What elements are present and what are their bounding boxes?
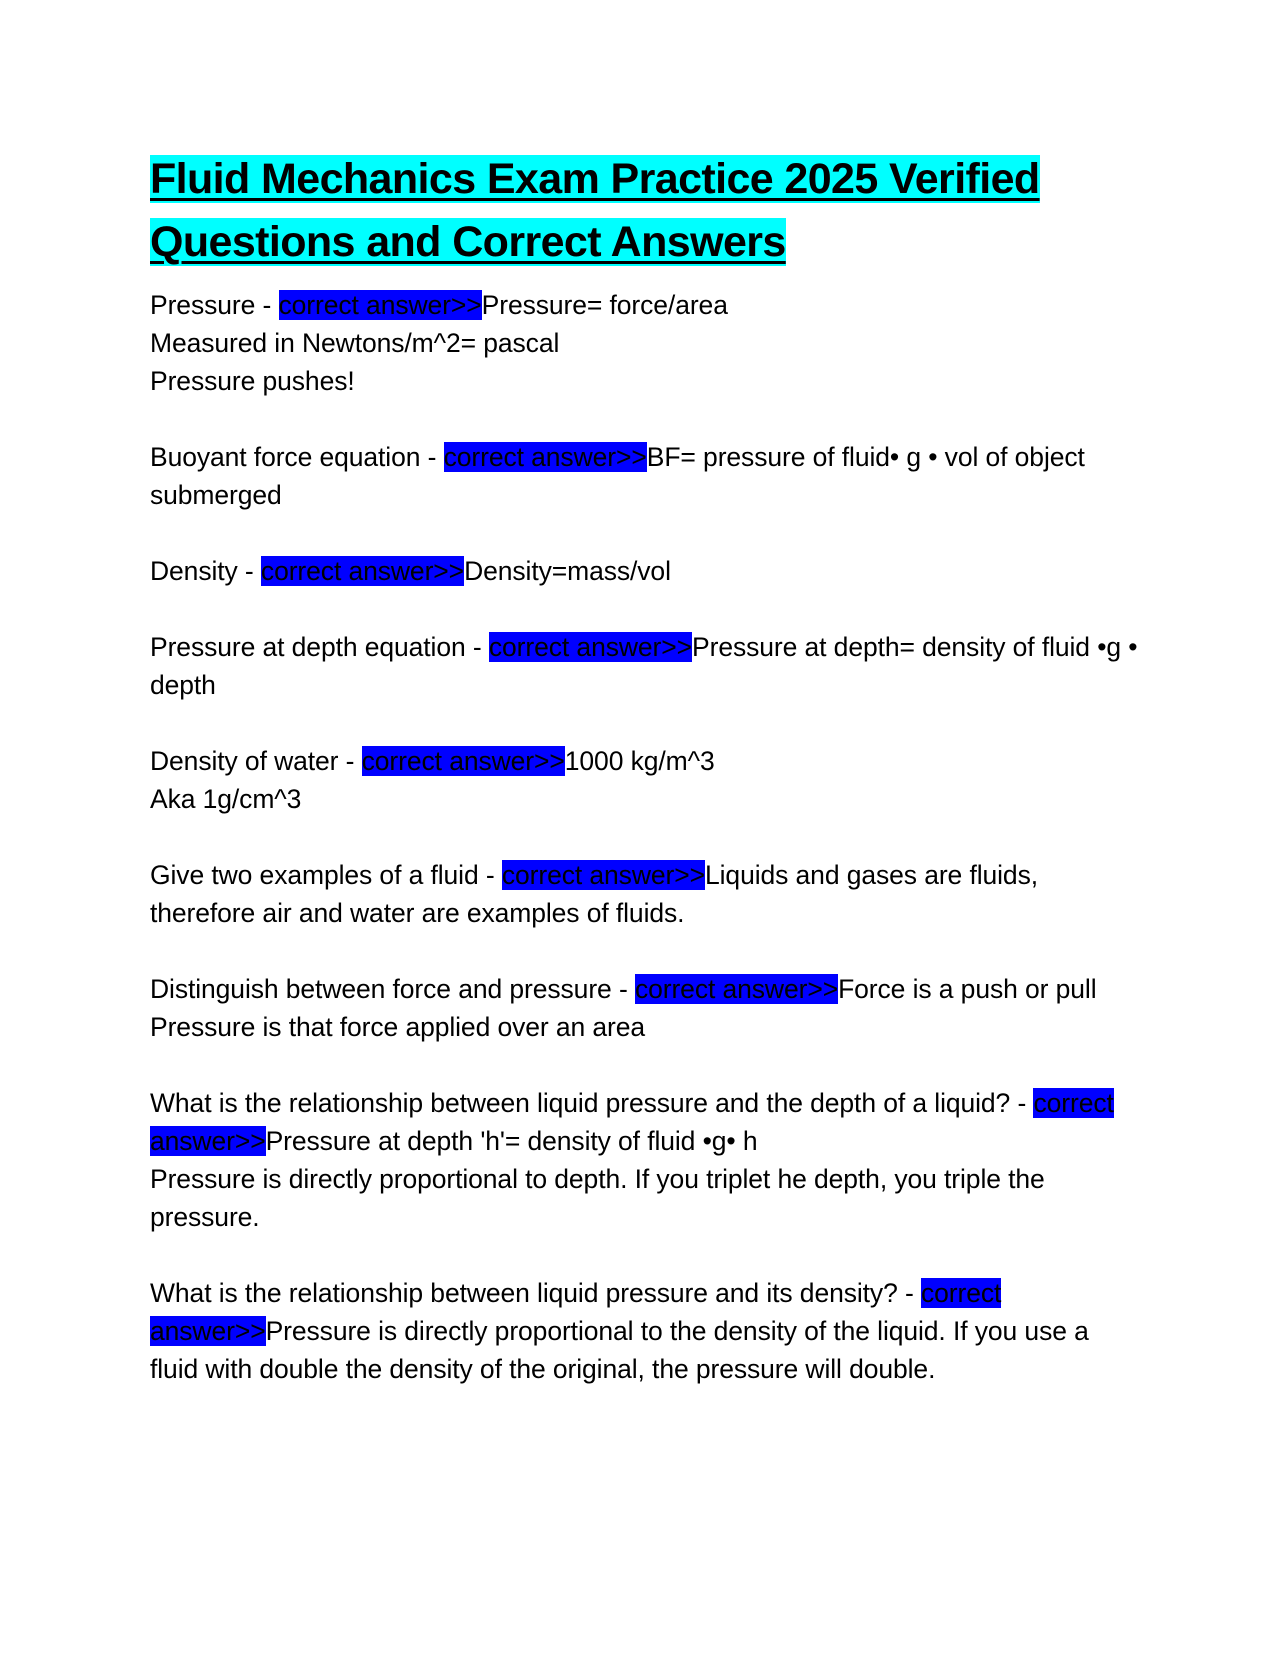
answer-tag: correct answer>> [501,860,705,890]
answer-tag: correct answer>> [150,1088,1114,1156]
answer-line: Pressure is that force applied over an area [150,1012,646,1042]
answer-line: Aka 1g/cm^3 [150,784,302,814]
title-line-1: Fluid Mechanics Exam Practice 2025 Verified [150,155,1040,203]
qa-item-density [150,552,1140,590]
question-text: What is the relationship between liquid pressure and its density? - [150,1278,921,1308]
qa-item-fluid-examples [150,856,1140,932]
answer-text: Pressure= force/area [481,290,728,320]
answer-text: Liquids and gases are fluids, therefore air and water are examples of fluids. [150,860,1038,928]
question-text: Pressure - [150,290,279,320]
answer-tag: correct answer>> [488,632,693,662]
answer-tag: correct answer>> [634,974,839,1004]
answer-tag: correct answer>> [443,442,647,472]
answer-text: Force is a push or pull [838,974,1097,1004]
answer-text: Pressure is directly proportional to the density of the liquid. If you use a fluid with double the density of the original, the pressure will double. [150,1316,1089,1384]
qa-item-density-of-water [150,742,1140,818]
answer-tag: correct answer>> [361,746,565,776]
question-text: Buoyant force equation - [150,442,444,472]
question-text: What is the relationship between liquid pressure and the depth of a liquid? - [150,1088,1034,1118]
answer-line: Measured in Newtons/m^2= pascal [150,328,560,358]
qa-item-pressure-at-depth [150,628,1140,704]
qa-item-pressure-density-relationship [150,1274,1140,1388]
qa-item-pressure-depth-relationship [150,1084,1140,1236]
document-page [150,148,1140,1426]
qa-item-buoyant-force [150,438,1140,514]
answer-line: Pressure is directly proportional to depth. If you triplet he depth, you triple the pressure. [150,1164,1045,1232]
answer-text: 1000 kg/m^3 [564,746,715,776]
question-text: Pressure at depth equation - [150,632,489,662]
qa-item-pressure [150,286,1140,400]
answer-text: Pressure at depth 'h'= density of fluid •g• h [265,1126,758,1156]
qa-item-force-vs-pressure [150,970,1140,1046]
answer-line: Pressure pushes! [150,366,355,396]
question-text: Density - [150,556,261,586]
title-line-2: Questions and Correct Answers [150,218,786,266]
answer-tag: correct answer>> [150,1278,1002,1346]
question-text: Give two examples of a fluid - [150,860,502,890]
answer-tag: correct answer>> [278,290,482,320]
document-title [150,148,1140,274]
question-text: Distinguish between force and pressure - [150,974,635,1004]
answer-text: Pressure at depth= density of fluid •g • depth [150,632,1138,700]
question-text: Density of water - [150,746,362,776]
answer-text: BF= pressure of fluid• g • vol of object submerged [150,442,1085,510]
answer-tag: correct answer>> [260,556,465,586]
answer-text: Density=mass/vol [464,556,671,586]
